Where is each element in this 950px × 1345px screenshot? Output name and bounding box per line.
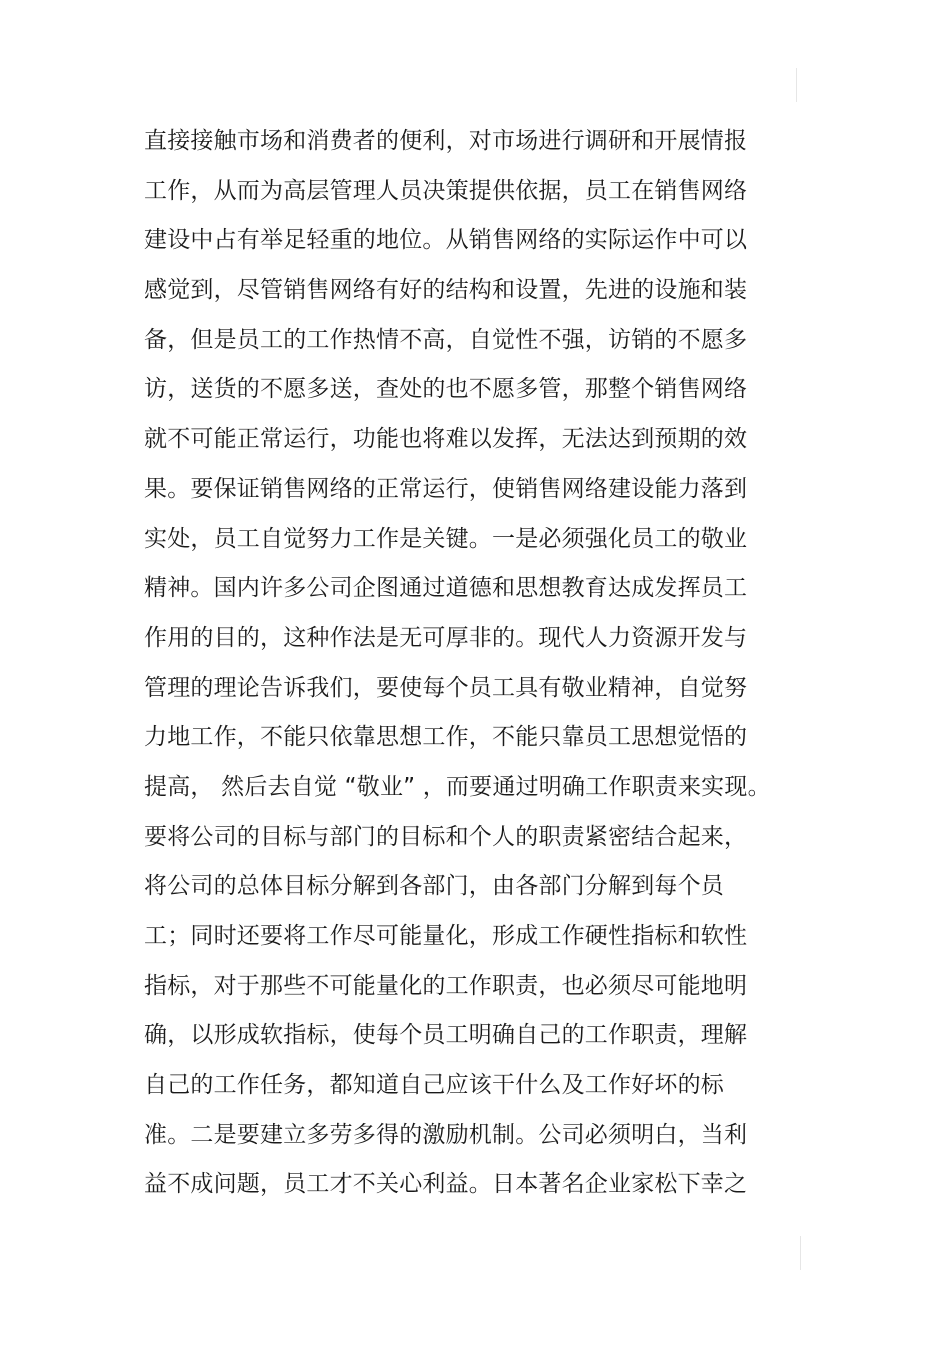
text-line: 工作，从而为高层管理人员决策提供依据，员工在销售网络 — [144, 177, 748, 204]
body-text — [144, 122, 784, 1215]
text-line: 就不可能正常运行，功能也将难以发挥，无法达到预期的效 — [144, 426, 748, 453]
text-line: 管理的理论告诉我们，要使每个员工具有敬业精神，自觉努 — [144, 674, 748, 701]
page-corner-mark — [796, 68, 797, 102]
text-line: 将公司的总体目标分解到各部门，由各部门分解到每个员 — [144, 873, 724, 900]
text-line: 益不成问题，员工才不关心利益。日本著名企业家松下幸之 — [144, 1171, 748, 1198]
text-line: 直接接触市场和消费者的便利，对市场进行调研和开展情报 — [144, 128, 748, 154]
text-line: 指标，对于那些不可能量化的工作职责，也必须尽可能地明 — [144, 972, 748, 999]
text-line: 建设中占有举足轻重的地位。从销售网络的实际运作中可以 — [144, 227, 748, 254]
text-line: 确，以形成软指标，使每个员工明确自己的工作职责，理解 — [144, 1022, 748, 1049]
text-line: 实处，员工自觉努力工作是关键。一是必须强化员工的敬业 — [144, 525, 748, 552]
text-line: 访，送货的不愿多送，查处的也不愿多管，那整个销售网络 — [144, 376, 748, 403]
page-corner-mark — [800, 1236, 801, 1270]
text-line: 备，但是员工的工作热情不高，自觉性不强，访销的不愿多 — [144, 326, 748, 353]
text-line: 提高， 然后去自觉 “敬业” ，而要通过明确工作职责来实现。 — [144, 773, 771, 800]
text-line: 作用的目的，这种作法是无可厚非的。现代人力资源开发与 — [144, 624, 748, 651]
text-line: 自己的工作任务，都知道自己应该干什么及工作好坏的标 — [144, 1072, 724, 1099]
text-line: 果。要保证销售网络的正常运行，使销售网络建设能力落到 — [144, 475, 748, 502]
text-line: 精神。国内许多公司企图通过道德和思想教育达成发挥员工 — [144, 575, 748, 602]
text-line: 工；同时还要将工作尽可能量化，形成工作硬性指标和软性 — [144, 923, 748, 949]
text-line: 感觉到，尽管销售网络有好的结构和设置，先进的设施和装 — [144, 277, 748, 304]
text-line: 力地工作，不能只依靠思想工作，不能只靠员工思想觉悟的 — [144, 724, 748, 751]
text-line: 要将公司的目标与部门的目标和个人的职责紧密结合起来， — [144, 823, 748, 850]
text-line: 准。二是要建立多劳多得的激励机制。公司必须明白，当利 — [144, 1121, 748, 1148]
